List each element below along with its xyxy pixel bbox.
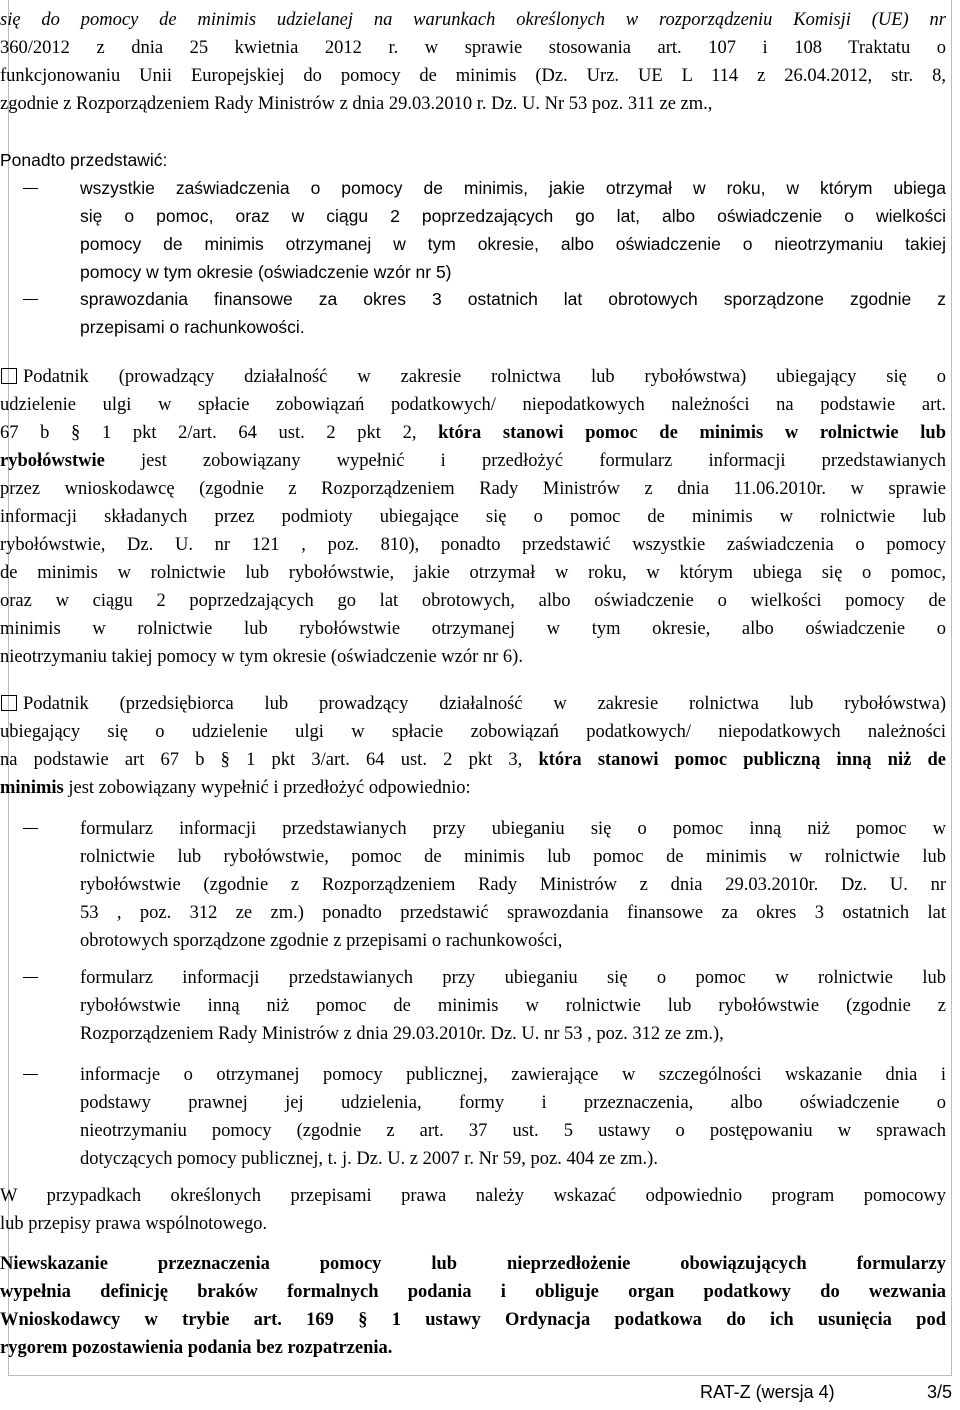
- text-line: Wnioskodawcy w trybie art. 169 § 1 ustawy Ordynacja podatkowa do ich usunięcia pod: [0, 1310, 946, 1330]
- text-span: Podatnik (przedsiębiorca lub prowadzący działalność w zakresie rolnictwa lub rybołówstwa): [23, 694, 946, 714]
- text-line: formularz informacji przedstawianych przy ubieganiu się o pomoc inną niż pomoc w: [80, 819, 946, 839]
- section-c-paragraph: [0, 690, 946, 802]
- text-line: oraz w ciągu 2 poprzedzających go lat obrotowych, albo oświadczenie o wielkości pomocy de: [0, 591, 946, 611]
- form-identifier: RAT-Z (wersja 4): [700, 1382, 835, 1402]
- text-line: [0, 690, 946, 718]
- dash-bullet-icon: [0, 285, 60, 313]
- text-line: udzielenie ulgi w spłacie zobowiązań podatkowych/ niepodatkowych należności na podstawie art.: [0, 395, 946, 415]
- text-line: podstawy prawnej jej udzielenia, formy i przeznaczenia, albo oświadczenie o: [80, 1093, 946, 1113]
- text-line: [0, 746, 946, 774]
- text-line: minimis w rolnictwie lub rybołówstwie otrzymanej w tym okresie, albo oświadczenie o: [0, 619, 946, 639]
- text-line: przez wnioskodawcę (zgodnie z Rozporządzeniem Rady Ministrów z dnia 11.06.2010r. w sprawie: [0, 479, 946, 499]
- text-line: funkcjonowaniu Unii Europejskiej do pomocy de minimis (Dz. Urz. UE L 114 z 26.04.2012, str. 8,: [0, 66, 946, 86]
- text-line: informacje o otrzymanej pomocy publicznej, zawierające w szczególności wskazanie dnia i: [80, 1065, 946, 1085]
- text-line: rybołówstwie inną niż pomoc de minimis w rolnictwie lub rybołówstwie (zgodnie z: [80, 996, 946, 1016]
- text-line: rybołówstwie, Dz. U. nr 121 , poz. 810), ponadto przedstawić wszystkie zaświadczenia o pomocy: [0, 535, 946, 555]
- text-line: pomocy w tym okresie (oświadczenie wzór nr 5): [80, 262, 452, 282]
- text-line: wszystkie zaświadczenia o pomocy de minimis, jakie otrzymał w roku, w którym ubiega: [80, 178, 946, 198]
- text-line: zgodnie z Rozporządzeniem Rady Ministrów z dnia 29.03.2010 r. Dz. U. Nr 53 poz. 311 ze zm.,: [0, 94, 713, 114]
- text-line: Niewskazanie przeznaczenia pomocy lub nieprzedłożenie obowiązujących formularzy: [0, 1254, 946, 1274]
- text-line: rygorem pozostawienia podania bez rozpatrzenia.: [0, 1338, 393, 1358]
- text-span: 67 b § 1 pkt 2/art. 64 ust. 2 pkt 2,: [0, 423, 417, 443]
- text-line: wypełnia definicję braków formalnych podania i obliguje organ podatkowy do wezwania: [0, 1282, 946, 1302]
- checkbox-icon[interactable]: [1, 695, 17, 711]
- checkbox-icon[interactable]: [1, 368, 17, 384]
- bold-text: rybołówstwie: [0, 451, 105, 471]
- dash-bullet-icon: [0, 815, 60, 843]
- section-heading: Ponadto przedstawić:: [0, 150, 168, 170]
- text-line: rolnictwie lub rybołówstwie, pomoc de minimis lub pomoc de minimis w rolnictwie lub: [80, 847, 946, 867]
- text-line: przepisami o rachunkowości.: [80, 317, 305, 337]
- text-line: rybołówstwie (zgodnie z Rozporządzeniem Rady Ministrów z dnia 29.03.2010r. Dz. U. nr: [80, 875, 946, 895]
- text-line: się do pomocy de minimis udzielanej na warunkach określonych w rozporządzeniu Komisji (UE) nr: [0, 10, 946, 30]
- text-line: [0, 363, 946, 391]
- dash-bullet-icon: [0, 964, 60, 992]
- text-span: jest zobowiązany wypełnić i przedłożyć formularz informacji przedstawianych: [141, 451, 946, 471]
- bold-text: która stanowi pomoc publiczną inną niż de: [538, 750, 947, 770]
- text-line: de minimis w rolnictwie lub rybołówstwie, jakie otrzymał w roku, w którym ubiega się o pomoc,: [0, 563, 946, 583]
- section-a-heading: [0, 146, 946, 174]
- text-span: na podstawie art 67 b § 1 pkt 3/art. 64 ust. 2 pkt 3,: [0, 750, 523, 770]
- bold-text: która stanowi pomoc de minimis w rolnictwie lub: [438, 423, 946, 443]
- text-line: dotyczących pomocy publicznej, t. j. Dz. U. z 2007 r. Nr 59, poz. 404 ze zm.).: [80, 1149, 658, 1169]
- text-line: nieotrzymaniu takiej pomocy w tym okresie (oświadczenie wzór nr 6).: [0, 647, 523, 667]
- text-line: obrotowych sporządzone zgodnie z przepisami o rachunkowości,: [80, 931, 563, 951]
- text-line: informacji składanych przez podmioty ubiegające się o pomoc de minimis w rolnictwie lub: [0, 507, 946, 527]
- text-line: [0, 419, 946, 447]
- text-span: Podatnik (prowadzący działalność w zakresie rolnictwa lub rybołówstwa) ubiegający się o: [23, 367, 946, 387]
- intro-paragraph: [0, 6, 946, 118]
- warning-paragraph: [0, 1250, 946, 1362]
- text-line: W przypadkach określonych przepisami prawa należy wskazać odpowiednio program pomocowy: [0, 1186, 946, 1206]
- text-line: pomocy de minimis otrzymanej w tym okresie, albo oświadczenie o nieotrzymaniu takiej: [80, 234, 946, 254]
- text-line: [0, 447, 946, 475]
- page-number: 3/5: [926, 1382, 952, 1402]
- dash-bullet-icon: [0, 1061, 60, 1089]
- text-line: 360/2012 z dnia 25 kwietnia 2012 r. w sprawie stosowania art. 107 i 108 Traktatu o: [0, 38, 946, 58]
- text-line: 53 , poz. 312 ze zm.) ponadto przedstawić sprawozdania finansowe za okres 3 ostatnich lat: [80, 903, 946, 923]
- text-line: lub przepisy prawa wspólnotowego.: [0, 1214, 268, 1234]
- text-line: [0, 774, 946, 802]
- dash-bullet-icon: [0, 174, 60, 202]
- text-line: formularz informacji przedstawianych przy ubieganiu się o pomoc w rolnictwie lub: [80, 968, 946, 988]
- text-span: jest zobowiązany wypełnić i przedłożyć odpowiednio:: [68, 778, 471, 798]
- text-line: sprawozdania finansowe za okres 3 ostatnich lat obrotowych sporządzone zgodnie z: [80, 289, 946, 309]
- page-footer: [700, 1382, 952, 1403]
- bold-text: minimis: [0, 778, 64, 798]
- section-b-paragraph: [0, 363, 946, 671]
- text-line: Rozporządzeniem Rady Ministrów z dnia 29.03.2010r. Dz. U. nr 53 , poz. 312 ze zm.),: [80, 1024, 724, 1044]
- text-line: się o pomoc, oraz w ciągu 2 poprzedzających go lat, albo oświadczenie o wielkości: [80, 206, 946, 226]
- text-line: nieotrzymaniu pomocy (zgodnie z art. 37 ust. 5 ustawy o postępowaniu w sprawach: [80, 1121, 946, 1141]
- text-line: ubiegający się o udzielenie ulgi w spłacie zobowiązań podatkowych/ niepodatkowych należności: [0, 722, 946, 742]
- note-paragraph: [0, 1182, 946, 1238]
